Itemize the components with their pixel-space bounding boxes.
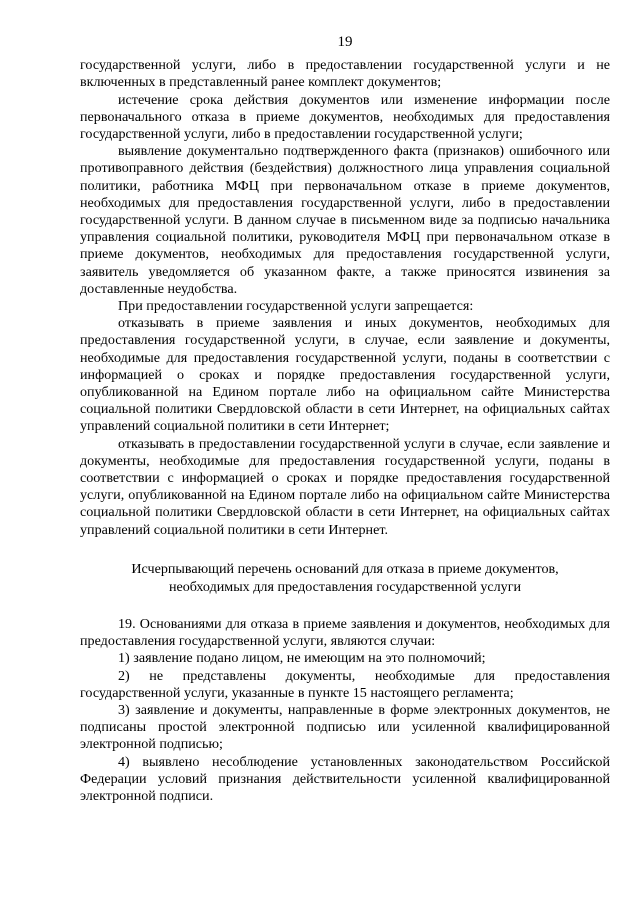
document-page xyxy=(80,34,610,805)
list-item: 3) заявление и документы, направленные в форме электронных документов, не подписаны простой электронной подписью или усиленной квалифицированной электронной подписью; xyxy=(80,701,610,753)
page-number: 19 xyxy=(337,34,353,50)
list-item: 2) не представлены документы, необходимые для предоставления государственной услуги, указанные в пункте 15 настоящего регламента; xyxy=(80,667,610,701)
list-item: 1) заявление подано лицом, не имеющим на это полномочий; xyxy=(118,650,486,667)
paragraph-continuation: государственной услуги, либо в предоставлении государственной услуги и не включенных в представленный ранее комплект документов; xyxy=(80,57,610,91)
list-item: 4) выявлено несоблюдение установленных законодательством Российской Федерации условий признания действительности усиленной квалифицированной электронной подписи. xyxy=(80,753,610,804)
paragraph: истечение срока действия документов или изменение информации после первоначального отказа в приеме документов, необходимых для предоставления государственной услуги, либо в предоставлении государственной услуги; xyxy=(80,91,610,143)
paragraph: отказывать в приеме заявления и иных документов, необходимых для предоставления государственной услуги, в случае, если заявление и документы, необходимые для предоставления государственной услуги, поданы в соответствии с информацией о сроках и порядке предоставления государственной услуги, опубликованной на Едином портале либо на официальном сайте Министерства социальной политики Свердловской области в сети Интернет, на официальных сайтах управлений социальной политики в сети Интернет; xyxy=(80,315,610,435)
paragraph: При предоставлении государственной услуги запрещается: xyxy=(118,298,474,315)
paragraph: отказывать в предоставлении государственной услуги в случае, если заявление и документы, необходимые для предоставления государственной услуги, поданы в соответствии с информацией о сроках и порядке предоставления государственной услуги, опубликованной на Едином портале либо на официальном сайте Министерства социальной политики Свердловской области в сети Интернет, на официальных сайтах управлений социальной политики в сети Интернет. xyxy=(80,435,610,538)
paragraph: выявление документально подтвержденного факта (признаков) ошибочного или противоправного действия (бездействия) должностного лица управления социальной политики, работника МФЦ при первоначальном отказе в приеме документов, необходимых для предоставления государственной услуги, либо в предоставлении государственной услуги. В данном случае в письменном виде за подписью начальника управления социальной политики, руководителя МФЦ при первоначальном отказе в приеме документов, необходимых для предоставления государственной услуги, заявитель уведомляется об указанном факте, а также приносятся извинения за доставленные неудобства. xyxy=(80,143,610,297)
paragraph: 19. Основаниями для отказа в приеме заявления и документов, необходимых для предоставления государственной услуги, являются случаи: xyxy=(80,615,610,650)
section-heading: Исчерпывающий перечень оснований для отказа в приеме документов, необходимых для предоставления государственной услуги xyxy=(131,560,559,595)
